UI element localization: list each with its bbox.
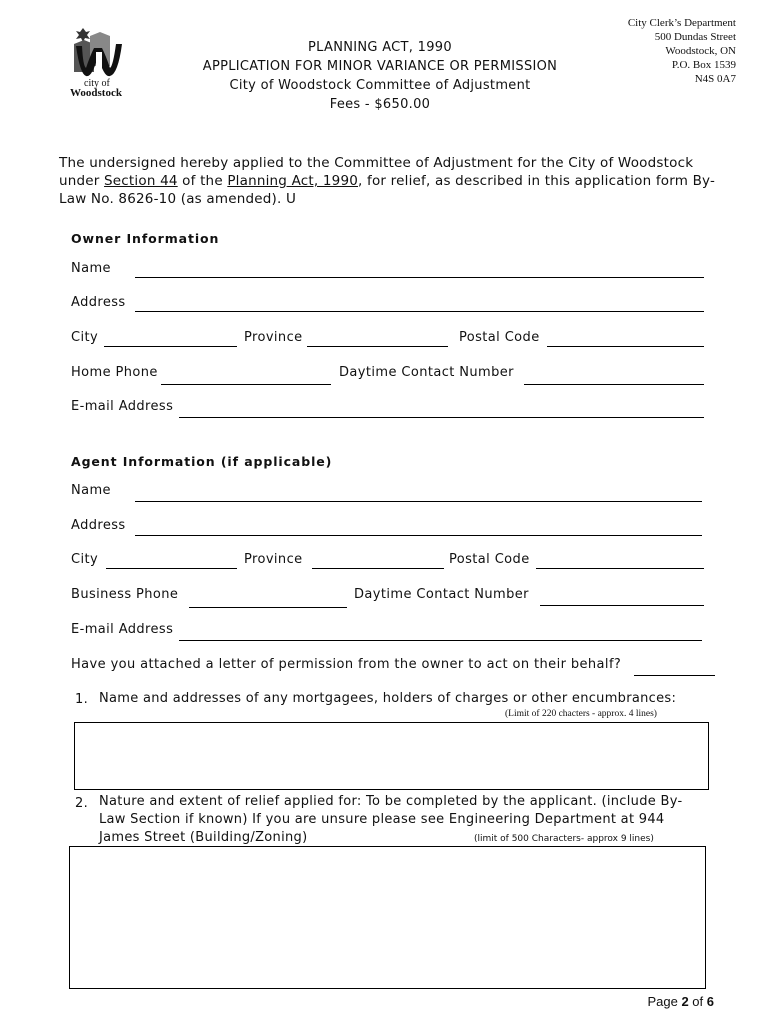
agent-name-field[interactable] bbox=[135, 501, 702, 502]
agent-postal-label: Postal Code bbox=[449, 552, 530, 567]
owner-home-phone-label: Home Phone bbox=[71, 365, 158, 380]
owner-address-field[interactable] bbox=[135, 311, 704, 312]
q1-limit-note: (Limit of 220 chacters - approx. 4 lines) bbox=[505, 709, 657, 719]
q2-number: 2. bbox=[75, 796, 89, 811]
q1-text: Name and addresses of any mortgagees, holders of charges or other encumbrances: bbox=[99, 691, 677, 706]
agent-city-label: City bbox=[71, 552, 99, 567]
page-number bbox=[647, 994, 714, 1009]
agent-email-label: E-mail Address bbox=[71, 622, 174, 637]
intro-text: The undersigned hereby applied to the Committee of Adjustment for the City of Woodstock under bbox=[59, 155, 694, 189]
owner-province-field[interactable] bbox=[307, 346, 448, 347]
owner-city-field[interactable] bbox=[104, 346, 237, 347]
header-committee: City of Woodstock Committee of Adjustment bbox=[229, 78, 531, 93]
q2-line: James Street (Building/Zoning) bbox=[99, 830, 308, 845]
owner-name-field[interactable] bbox=[135, 277, 704, 278]
agent-province-field[interactable] bbox=[312, 568, 444, 569]
owner-address-label: Address bbox=[71, 295, 126, 310]
owner-section-title: Owner Information bbox=[71, 231, 220, 246]
agent-province-label: Province bbox=[244, 552, 303, 567]
page-of: of bbox=[692, 994, 704, 1009]
total-pages: 6 bbox=[706, 994, 714, 1009]
planning-act-link: Planning Act, 1990 bbox=[227, 173, 359, 189]
header-fees: Fees - $650.00 bbox=[329, 97, 431, 112]
intro-paragraph bbox=[59, 154, 719, 208]
address-line: 500 Dundas Street bbox=[654, 31, 736, 43]
logo-text-woodstock: Woodstock bbox=[70, 87, 122, 99]
owner-daytime-label: Daytime Contact Number bbox=[339, 365, 514, 380]
owner-province-label: Province bbox=[244, 330, 303, 345]
q2-line: Nature and extent of relief applied for: To be completed by the applicant. (include By- bbox=[99, 794, 683, 809]
department-address bbox=[628, 16, 736, 86]
current-page: 2 bbox=[681, 994, 689, 1009]
agent-daytime-field[interactable] bbox=[540, 605, 704, 606]
q2-limit-note: (limit of 500 Characters- approx 9 lines) bbox=[474, 834, 654, 844]
agent-daytime-label: Daytime Contact Number bbox=[354, 587, 529, 602]
agent-postal-field[interactable] bbox=[536, 568, 704, 569]
permission-answer-field[interactable] bbox=[634, 675, 715, 676]
owner-postal-field[interactable] bbox=[547, 346, 704, 347]
owner-daytime-field[interactable] bbox=[524, 384, 704, 385]
owner-postal-label: Postal Code bbox=[459, 330, 540, 345]
agent-address-label: Address bbox=[71, 518, 126, 533]
section-link: Section 44 bbox=[104, 173, 178, 189]
header-application-title: APPLICATION FOR MINOR VARIANCE OR PERMISSION bbox=[202, 59, 558, 74]
intro-text: , for relief, as described in this application form By-Law No. 8626-10 (as amended). U bbox=[59, 173, 716, 207]
address-line: N4S 0A7 bbox=[694, 73, 736, 85]
intro-text: of the bbox=[177, 173, 228, 189]
page-label: Page bbox=[647, 994, 678, 1009]
agent-business-phone-field[interactable] bbox=[189, 607, 347, 608]
agent-business-phone-label: Business Phone bbox=[71, 587, 179, 602]
form-header bbox=[170, 38, 590, 114]
owner-city-label: City bbox=[71, 330, 99, 345]
owner-name-label: Name bbox=[71, 261, 111, 276]
address-line: City Clerk’s Department bbox=[627, 17, 736, 29]
logo-text-city-of: city of bbox=[84, 78, 110, 89]
header-act: PLANNING ACT, 1990 bbox=[308, 40, 452, 55]
address-line: P.O. Box 1539 bbox=[671, 59, 736, 71]
agent-city-field[interactable] bbox=[106, 568, 237, 569]
q2-textarea[interactable] bbox=[69, 846, 706, 989]
owner-home-phone-field[interactable] bbox=[161, 384, 331, 385]
agent-email-field[interactable] bbox=[179, 640, 702, 641]
owner-email-label: E-mail Address bbox=[71, 399, 174, 414]
q1-number: 1. bbox=[75, 692, 89, 707]
owner-email-field[interactable] bbox=[179, 417, 704, 418]
permission-question: Have you attached a letter of permission from the owner to act on their behalf? bbox=[71, 657, 622, 672]
q2-line: Law Section if known) If you are unsure please see Engineering Department at 944 bbox=[99, 812, 665, 827]
agent-name-label: Name bbox=[71, 483, 111, 498]
agent-address-field[interactable] bbox=[135, 535, 702, 536]
q1-textarea[interactable] bbox=[74, 722, 709, 790]
address-line: Woodstock, ON bbox=[665, 45, 736, 57]
agent-section-title: Agent Information (if applicable) bbox=[71, 454, 333, 469]
